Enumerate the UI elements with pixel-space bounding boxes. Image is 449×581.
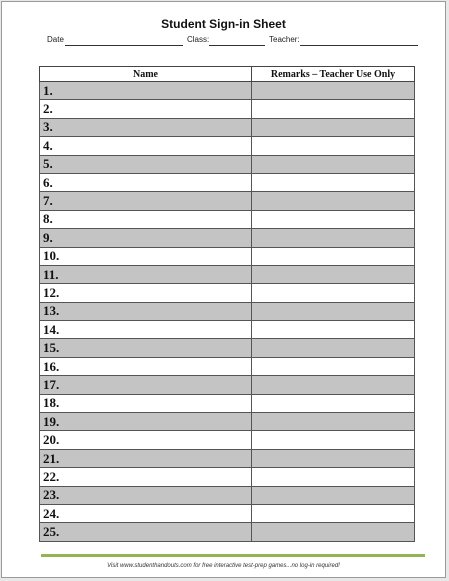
remarks-cell: [252, 265, 415, 283]
remarks-cell: [252, 339, 415, 357]
teacher-line: [300, 45, 418, 46]
table-header-row: [40, 67, 415, 82]
row-number: 3.: [40, 118, 252, 136]
table-row: [40, 229, 415, 247]
table-row: [40, 321, 415, 339]
sheet-title: Student Sign-in Sheet: [161, 17, 286, 31]
table-row: [40, 82, 415, 100]
class-line: [209, 45, 265, 46]
remarks-cell: [252, 523, 415, 541]
remarks-cell: [252, 486, 415, 504]
remarks-cell: [252, 100, 415, 118]
remarks-cell: [252, 413, 415, 431]
header-fields: [47, 35, 422, 47]
table-row: [40, 118, 415, 136]
remarks-cell: [252, 137, 415, 155]
class-label: Class:: [187, 35, 210, 44]
name-column-header: Name: [40, 67, 252, 82]
row-number: 25.: [40, 523, 252, 541]
row-number: 2.: [40, 100, 252, 118]
remarks-column-header: Remarks – Teacher Use Only: [252, 67, 415, 82]
table-row: [40, 155, 415, 173]
row-number: 5.: [40, 155, 252, 173]
table-row: [40, 504, 415, 522]
remarks-cell: [252, 210, 415, 228]
row-number: 23.: [40, 486, 252, 504]
table-row: [40, 192, 415, 210]
remarks-cell: [252, 504, 415, 522]
row-number: 4.: [40, 137, 252, 155]
table-row: [40, 137, 415, 155]
document-page: [1, 1, 446, 578]
remarks-cell: [252, 302, 415, 320]
row-number: 18.: [40, 394, 252, 412]
remarks-cell: [252, 173, 415, 191]
remarks-cell: [252, 284, 415, 302]
row-number: 10.: [40, 247, 252, 265]
table-row: [40, 210, 415, 228]
row-number: 1.: [40, 82, 252, 100]
table-row: [40, 394, 415, 412]
remarks-cell: [252, 357, 415, 375]
date-label: Date: [47, 35, 64, 44]
table-row: [40, 449, 415, 467]
remarks-cell: [252, 229, 415, 247]
table-row: [40, 100, 415, 118]
row-number: 15.: [40, 339, 252, 357]
sign-in-table: [39, 66, 415, 542]
row-number: 22.: [40, 468, 252, 486]
row-number: 9.: [40, 229, 252, 247]
row-number: 6.: [40, 173, 252, 191]
table-row: [40, 357, 415, 375]
table-row: [40, 413, 415, 431]
table-row: [40, 265, 415, 283]
remarks-cell: [252, 449, 415, 467]
remarks-cell: [252, 431, 415, 449]
remarks-cell: [252, 321, 415, 339]
table-row: [40, 302, 415, 320]
remarks-cell: [252, 82, 415, 100]
table-row: [40, 468, 415, 486]
remarks-cell: [252, 155, 415, 173]
table-body: [40, 82, 415, 542]
row-number: 17.: [40, 376, 252, 394]
footer-rule: [41, 554, 425, 557]
row-number: 21.: [40, 449, 252, 467]
row-number: 24.: [40, 504, 252, 522]
table-row: [40, 247, 415, 265]
row-number: 19.: [40, 413, 252, 431]
row-number: 16.: [40, 357, 252, 375]
row-number: 12.: [40, 284, 252, 302]
row-number: 7.: [40, 192, 252, 210]
table-row: [40, 523, 415, 541]
footer-text: Visit www.studenthandouts.com for free interactive test-prep games...no log-in required!: [107, 563, 340, 569]
table-row: [40, 339, 415, 357]
remarks-cell: [252, 394, 415, 412]
remarks-cell: [252, 118, 415, 136]
remarks-cell: [252, 192, 415, 210]
row-number: 11.: [40, 265, 252, 283]
row-number: 8.: [40, 210, 252, 228]
remarks-cell: [252, 376, 415, 394]
table-row: [40, 284, 415, 302]
row-number: 20.: [40, 431, 252, 449]
table-row: [40, 376, 415, 394]
table-row: [40, 173, 415, 191]
table-row: [40, 486, 415, 504]
row-number: 13.: [40, 302, 252, 320]
date-line: [65, 45, 183, 46]
remarks-cell: [252, 247, 415, 265]
table-row: [40, 431, 415, 449]
row-number: 14.: [40, 321, 252, 339]
teacher-label: Teacher:: [269, 35, 300, 44]
remarks-cell: [252, 468, 415, 486]
